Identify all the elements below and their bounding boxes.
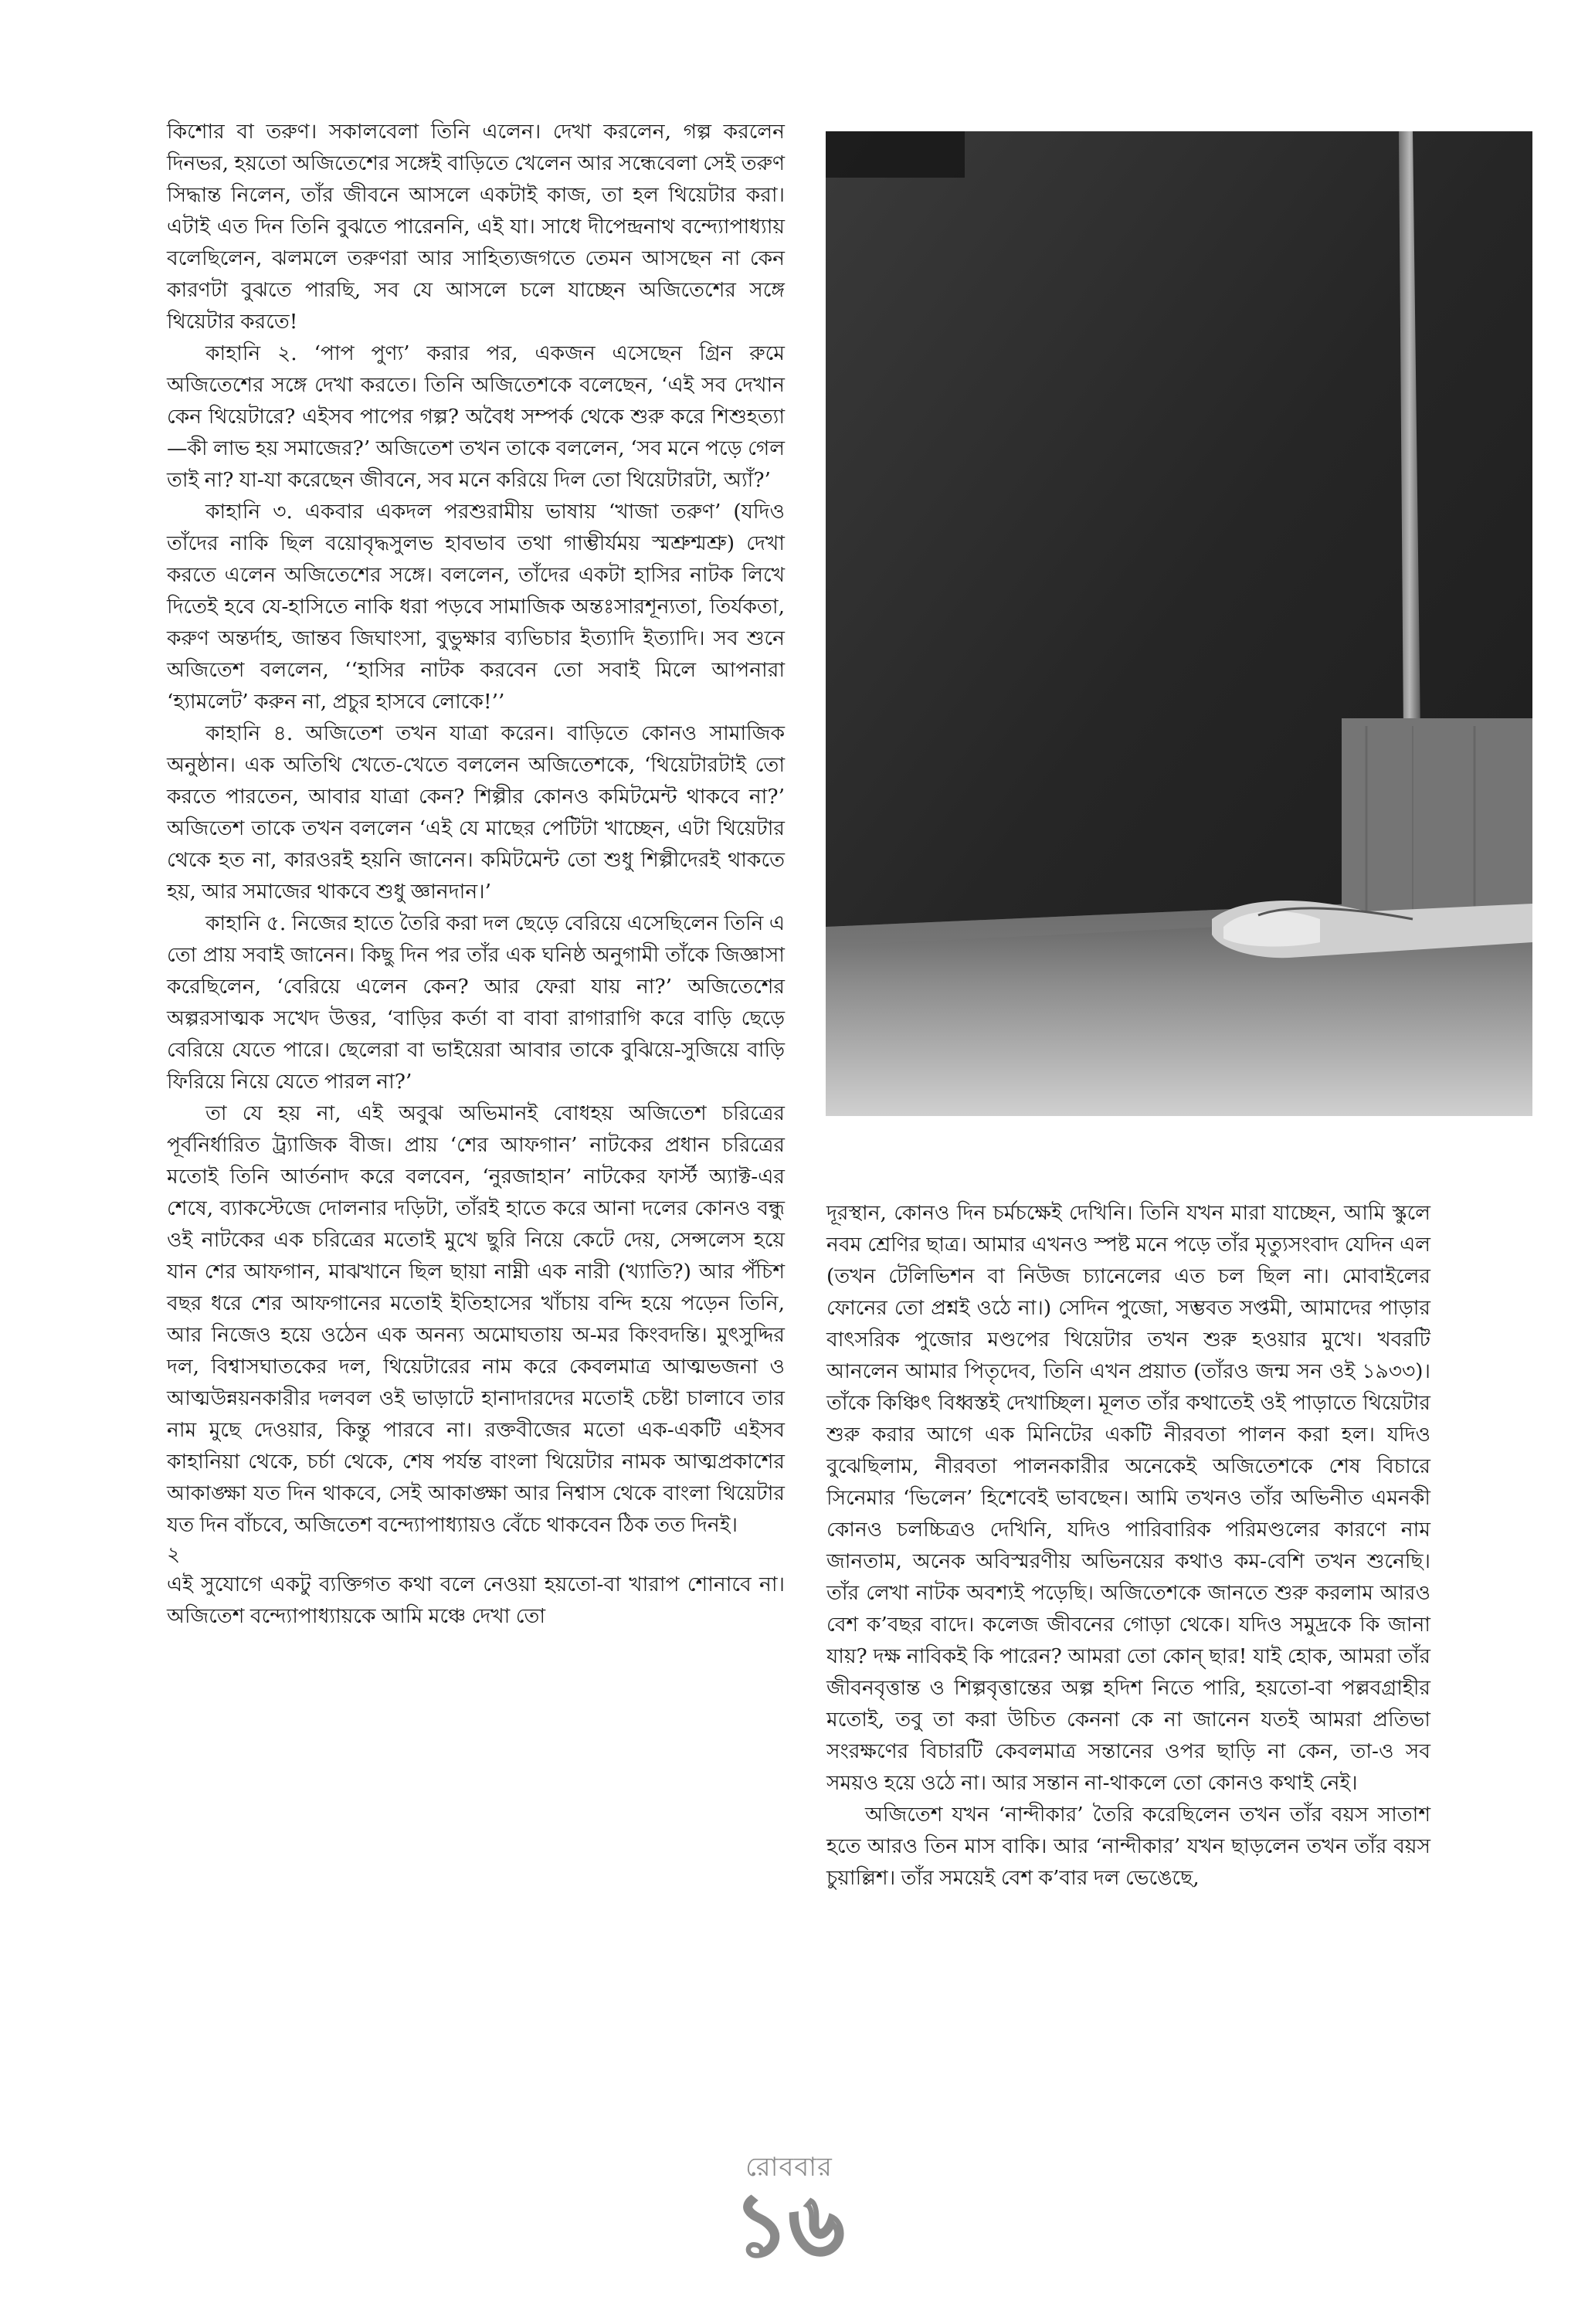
right-text-column: [826, 1197, 1430, 1894]
article-paragraph: কাহানি ৫. নিজের হাতে তৈরি করা দল ছেড়ে বেরিয়ে এসেছিলেন তিনি এ তো প্রায় সবাই জানেন। কিছু দিন পর তাঁর এক ঘনিষ্ঠ অনুগামী তাঁকে জিজ্ঞাসা করেছিলেন, ‘বেরিয়ে এলেন কেন? আর ফেরা যায় না?’ অজিতেশের অল্পরসাত্মক সখেদ উত্তর, ‘বাড়ির কর্তা বা বাবা রাগারাগি করে বাড়ি ছেড়ে বেরিয়ে যেতে পারে। ছেলেরা বা ভাইয়েরা আবার তাকে বুঝিয়ে-সুজিয়ে বাড়ি ফিরিয়ে নিয়ে যেতে পারল না?’: [167, 911, 785, 1094]
page-footer: [0, 2147, 1578, 2275]
article-paragraph: কাহানি ৪. অজিতেশ তখন যাত্রা করেন। বাড়িতে কোনও সামাজিক অনুষ্ঠান। এক অতিথি খেতে-খেতে বললেন অজিতেশকে, ‘থিয়েটারটাই তো করতে পারতেন, আবার যাত্রা কেন? শিল্পীর কোনও কমিটমেন্ট থাকবে না?’ অজিতেশ তাকে তখন বললেন ‘এই যে মাছের পেটিটা খাচ্ছেন, এটা থিয়েটার থেকে হত না, কারওরই হয়নি জানেন। কমিটমেন্ট তো শুধু শিল্পীদেরই থাকতে হয়, আর সমাজের থাকবে শুধু জ্ঞানদান।’: [167, 721, 785, 904]
article-paragraph: কাহানি ২. ‘পাপ পুণ্য’ করার পর, একজন এসেছেন গ্রিন রুমে অজিতেশের সঙ্গে দেখা করতে। তিনি অজিতেশকে বলেছেন, ‘এই সব দেখান কেন থিয়েটারে? এইসব পাপের গল্প? অবৈধ সম্পর্ক থেকে শুরু করে শিশুহত্যা—কী লাভ হয় সমাজের?’ অজিতেশ তখন তাকে বললেন, ‘সব মনে পড়ে গেল তাই না? যা-যা করেছেন জীবনে, সব মনে করিয়ে দিল তো থিয়েটারটা, অ্যাঁ?’: [167, 341, 785, 492]
article-paragraph: অজিতেশ যখন ‘নান্দীকার’ তৈরি করেছিলেন তখন তাঁর বয়স সাতাশ হতে আরও তিন মাস বাকি। আর ‘নান্দীকার’ যখন ছাড়লেন তখন তাঁর বয়স চুয়াল্লিশ। তাঁর সময়েই বেশ ক’বার দল ভেঙেছে,: [826, 1803, 1430, 1890]
magazine-name: রোববার: [745, 2152, 833, 2183]
stage-photograph: [826, 131, 1532, 1116]
section-number: ২: [167, 1542, 181, 1566]
page-number: ১৬: [734, 2176, 844, 2275]
article-paragraph: দূরস্থান, কোনও দিন চর্মচক্ষেই দেখিনি। তিনি যখন মারা যাচ্ছেন, আমি স্কুলে নবম শ্রেণির ছাত্র। আমার এখনও স্পষ্ট মনে পড়ে তাঁর মৃত্যুসংবাদ যেদিন এল (তখন টেলিভিশন বা নিউজ চ্যানেলের এত চল ছিল না। মোবাইলের ফোনের তো প্রশ্নই ওঠে না।) সেদিন পুজো, সম্ভবত সপ্তমী, আমাদের পাড়ার বাৎসরিক পুজোর মণ্ডপের থিয়েটার তখন শুরু হওয়ার মুখে। খবরটি আনলেন আমার পিতৃদেব, তিনি এখন প্রয়াত (তাঁরও জন্ম সন ওই ১৯৩৩)। তাঁকে কিঞ্চিৎ বিধ্বস্তই দেখাচ্ছিল। মূলত তাঁর কথাতেই ওই পাড়াতে থিয়েটার শুরু করার আগে এক মিনিটের একটি নীরবতা পালন করা হল। যদিও বুঝেছিলাম, নীরবতা পালনকারীর অনেকেই অজিতেশকে শেষ বিচারে সিনেমার ‘ভিলেন’ হিশেবেই ভাবছেন। আমি তখনও তাঁর অভিনীত এমনকী কোনও চলচ্চিত্রও দেখিনি, যদিও পারিবারিক পরিমণ্ডলের কারণে নাম জানতাম, অনেক অবিস্মরণীয় অভিনয়ের কথাও কম-বেশি তখন শুনেছি। তাঁর লেখা নাটক অবশ্যই পড়েছি। অজিতেশকে জানতে শুরু করলাম আরও বেশ ক’বছর বাদে। কলেজ জীবনের গোড়া থেকে। যদিও সমুদ্রকে কি জানা যায়? দক্ষ নাবিকই কি পারেন? আমরা তো কোন্ ছার! যাই হোক, আমরা তাঁর জীবনবৃত্তান্ত ও শিল্পবৃত্তান্তের অল্প হদিশ নিতে পারি, হয়তো-বা পল্লবগ্রাহীর মতোই, তবু তা করা উচিত কেননা কে না জানেন যতই আমরা প্রতিভা সংরক্ষণের বিচারটি কেবলমাত্র সন্তানের ওপর ছাড়ি না কেন, তা-ও সব সময়ও হয়ে ওঠে না। আর সন্তান না-থাকলে তো কোনও কথাই নেই।: [826, 1201, 1430, 1795]
article-paragraph: কিশোর বা তরুণ। সকালবেলা তিনি এলেন। দেখা করলেন, গল্প করলেন দিনভর, হয়তো অজিতেশের সঙ্গেই বাড়িতে খেলেন আর সন্ধেবেলা সেই তরুণ সিদ্ধান্ত নিলেন, তাঁর জীবনে আসলে একটাই কাজ, তা হল থিয়েটার করা। এটাই এত দিন তিনি বুঝতে পারেননি, এই যা। সাধে দীপেন্দ্রনাথ বন্দ্যোপাধ্যায় বলেছিলেন, ঝলমলে তরুণরা আর সাহিত্যজগতে তেমন আসছেন না কেন কারণটা বুঝতে পারছি, সব যে আসলে চলে যাচ্ছেন অজিতেশের সঙ্গে থিয়েটার করতে!: [167, 120, 785, 334]
left-text-column: [167, 116, 785, 1632]
article-paragraph: এই সুযোগে একটু ব্যক্তিগত কথা বলে নেওয়া হয়তো-বা খারাপ শোনাবে না। অজিতেশ বন্দ্যোপাধ্যায়কে আমি মঞ্চে দেখা তো: [167, 1573, 785, 1628]
article-paragraph: কাহানি ৩. একবার একদল পরশুরামীয় ভাষায় ‘খাজা তরুণ’ (যদিও তাঁদের নাকি ছিল বয়োবৃদ্ধসুলভ হাবভাব তথা গাম্ভীর্যময় স্মশ্রুশ্মশ্রু) দেখা করতে এলেন অজিতেশের সঙ্গে। বললেন, তাঁদের একটা হাসির নাটক লিখে দিতেই হবে যে-হাসিতে নাকি ধরা পড়বে সামাজিক অন্তঃসারশূন্যতা, তির্যকতা, করুণ অন্তর্দাহ, জান্তব জিঘাংসা, বুভুক্ষার ব্যভিচার ইত্যাদি ইত্যাদি। সব শুনে অজিতেশ বললেন, ‘‘হাসির নাটক করবেন তো সবাই মিলে আপনারা ‘হ্যামলেট’ করুন না, প্রচুর হাসবে লোকে!’’: [167, 500, 785, 714]
article-paragraph: তা যে হয় না, এই অবুঝ অভিমানই বোধহয় অজিতেশ চরিত্রের পূর্বনির্ধারিত ট্র্যাজিক বীজ। প্রায় ‘শের আফগান’ নাটকের প্রধান চরিত্রের মতোই তিনি আর্তনাদ করে বলবেন, ‘নুরজাহান’ নাটকের ফার্স্ট অ্যাক্ট-এর শেষে, ব্যাকস্টেজে দোলনার দড়িটা, তাঁরই হাতে করে আনা দলের কোনও বন্ধু ওই নাটকের এক চরিত্রের মতোই মুখে ছুরি নিয়ে কেটে দেয়, সেন্সলেস হয়ে যান শের আফগান, মাঝখানে ছিল ছায়া নাম্নী এক নারী (খ্যাতি?) আর পঁচিশ বছর ধরে শের আফগানের মতোই ইতিহাসের খাঁচায় বন্দি হয়ে পড়েন তিনি, আর নিজেও হয়ে ওঠেন এক অনন্য অমোঘতায় অ-মর কিংবদন্তি। মুৎসুদ্দির দল, বিশ্বাসঘাতকের দল, থিয়েটারের নাম করে কেবলমাত্র আত্মভজনা ও আত্মউন্নয়নকারীর দলবল ওই ভাড়াটে হানাদারদের মতোই চেষ্টা চালাবে তার নাম মুছে দেওয়ার, কিন্তু পারবে না। রক্তবীজের মতো এক-একটি এইসব কাহানিয়া থেকে, চর্চা থেকে, শেষ পর্যন্ত বাংলা থিয়েটার নামক আত্মপ্রকাশের আকাঙ্ক্ষা যত দিন থাকবে, সেই আকাঙ্ক্ষা আর নিশ্বাস থেকে বাংলা থিয়েটার যত দিন বাঁচবে, অজিতেশ বন্দ্যোপাধ্যায়ও বেঁচে থাকবেন ঠিক তত দিনই।: [167, 1101, 785, 1537]
